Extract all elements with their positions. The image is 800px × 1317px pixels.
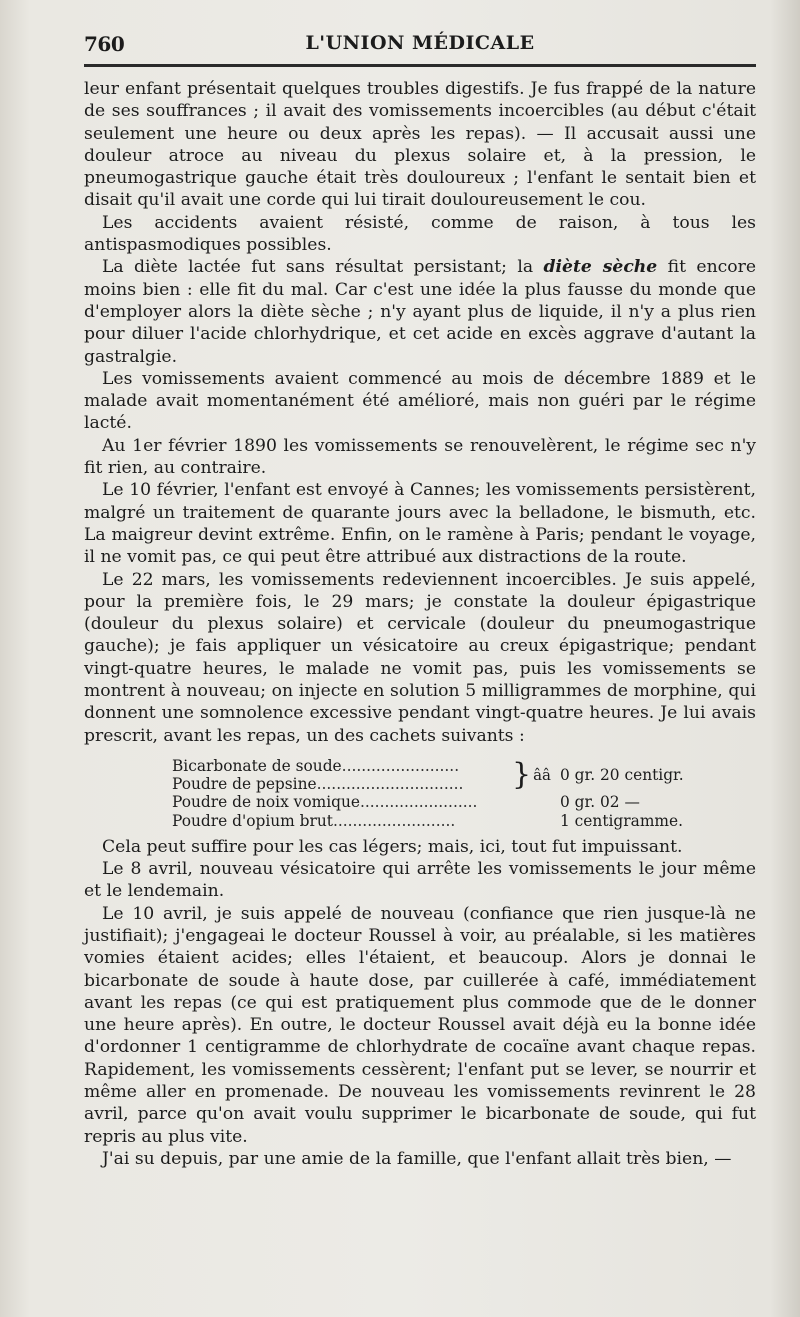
paragraph: Les vomissements avaient commencé au mois de décembre 1889 et le malade avait momentanément été amélioré, mais non guéri par le régime lacté. (84, 368, 756, 434)
page-number: 760 (84, 32, 125, 56)
item-name: Poudre d'opium brut (172, 811, 333, 830)
leader-dots: ........................ (360, 793, 478, 812)
prescription-item (172, 757, 512, 775)
prescription-item (172, 812, 512, 830)
item-quantity: 0 gr. 02 — (560, 793, 640, 812)
prescription-table (172, 757, 732, 830)
header-rule (84, 64, 756, 67)
paragraph: Les accidents avaient résisté, comme de raison, à tous les antispasmodiques possibles. (84, 212, 756, 256)
paragraph: leur enfant présentait quelques troubles digestifs. Je fus frappé de la nature de ses souffrances ; il avait des vomissements incoercibles (au début c'était seulement une heure ou deux après les repas). — Il accusait aussi une douleur atroce au niveau du plexus solaire et, à la pression, le pneumogastrique gauche était très douloureux ; l'enfant le sentait bien et disait qu'il avait une corde qui lui tirait douloureusement le cou. (84, 79, 756, 211)
paragraph: Le 10 avril, je suis appelé de nouveau (confiance que rien jusque-là ne justifiait); j'engageai le docteur Roussel à voir, au préalable, si les matières vomies étaient acides; elles l'étaient, et beaucoup. Alors je donnai le bicarbonate de soude à haute dose, par cuillerée à café, immédiatement avant les repas (ce qui est pratiquement plus commode que de le donner une heure après). En outre, le docteur Roussel avait déjà eu la bonne idée d'ordonner 1 centigramme de chlorhydrate de cocaïne avant chaque repas. Rapidement, les vomissements cessèrent; l'enfant put se lever, se nourrir et même aller en promenade. De nouveau les vomissements revinrent le 28 avril, parce qu'on avait voulu supprimer le bicarbonate de soude, qui fut repris au plus vite. (84, 903, 756, 1147)
paragraph: J'ai su depuis, par une amie de la famille, que l'enfant allait très bien, — (102, 1148, 732, 1169)
leader-dots: .............................. (316, 775, 464, 794)
running-title: L'UNION MÉDICALE (305, 32, 535, 54)
brace-group (512, 757, 560, 793)
paragraph: Le 22 mars, les vomissements redeviennent incoercibles. Je suis appelé, pour la première fois, le 29 mars; je constate la douleur épigastrique (douleur du plexus solaire) et cervicale (douleur du pneumogastrique gauche); je fais appliquer un vésicatoire au creux épigastrique; pendant vingt-quatre heures, le malade ne vomit pas, puis les vomissements se montrent à nouveau; on injecte en solution 5 milligrammes de morphine, qui donnent une somnolence excessive pendant vingt-quatre heures. Je lui avais prescrit, avant les repas, un des cachets suivants : (84, 569, 756, 746)
paragraph: Le 10 février, l'enfant est envoyé à Cannes; les vomissements persistèrent, malgré un traitement de quarante jours avec la belladone, le bismuth, etc. La maigreur devint extrême. Enfin, on le ramène à Paris; pendant le voyage, il ne vomit pas, ce qui peut être attribué aux distractions de la route. (84, 480, 756, 568)
page-header (84, 30, 756, 60)
page-body (84, 78, 756, 1170)
leader-dots: ......................... (332, 811, 456, 830)
prescription-item (172, 775, 512, 793)
item-quantity: 1 centigramme. (560, 811, 684, 830)
paragraph: Cela peut suffire pour les cas légers; mais, ici, tout fut impuissant. (102, 836, 683, 857)
paragraph: Au 1er février 1890 les vomissements se renouvelèrent, le régime sec n'y fit rien, au contraire. (84, 435, 756, 479)
brace-icon: } (512, 757, 532, 793)
paragraph-text: La diète lactée fut sans résultat persistant; la (102, 257, 544, 278)
item-name: Poudre de noix vomique (172, 793, 360, 812)
brace-label: ââ (533, 766, 551, 784)
paragraph: Le 8 avril, nouveau vésicatoire qui arrête les vomissements le jour même et le lendemain. (84, 859, 756, 902)
shared-quantity: 0 gr. 20 centigr. (560, 766, 684, 784)
prescription-item (172, 793, 512, 811)
paragraph (84, 256, 756, 367)
paragraph-text: fit encore moins bien : elle fit du mal. Car c'est une idée la plus fausse du monde que d'employer alors la diète sèche ; n'y ayant plus de liquide, il n'y a plus rien pour diluer l'acide chlorhydrique, et cet acide en excès aggrave d'autant la gastralgie. (84, 257, 756, 367)
item-name: Poudre de pepsine (172, 775, 317, 794)
item-name: Bicarbonate de soude (172, 756, 342, 775)
emphasis-text: diète sèche (543, 257, 658, 278)
leader-dots: ........................ (341, 756, 460, 775)
